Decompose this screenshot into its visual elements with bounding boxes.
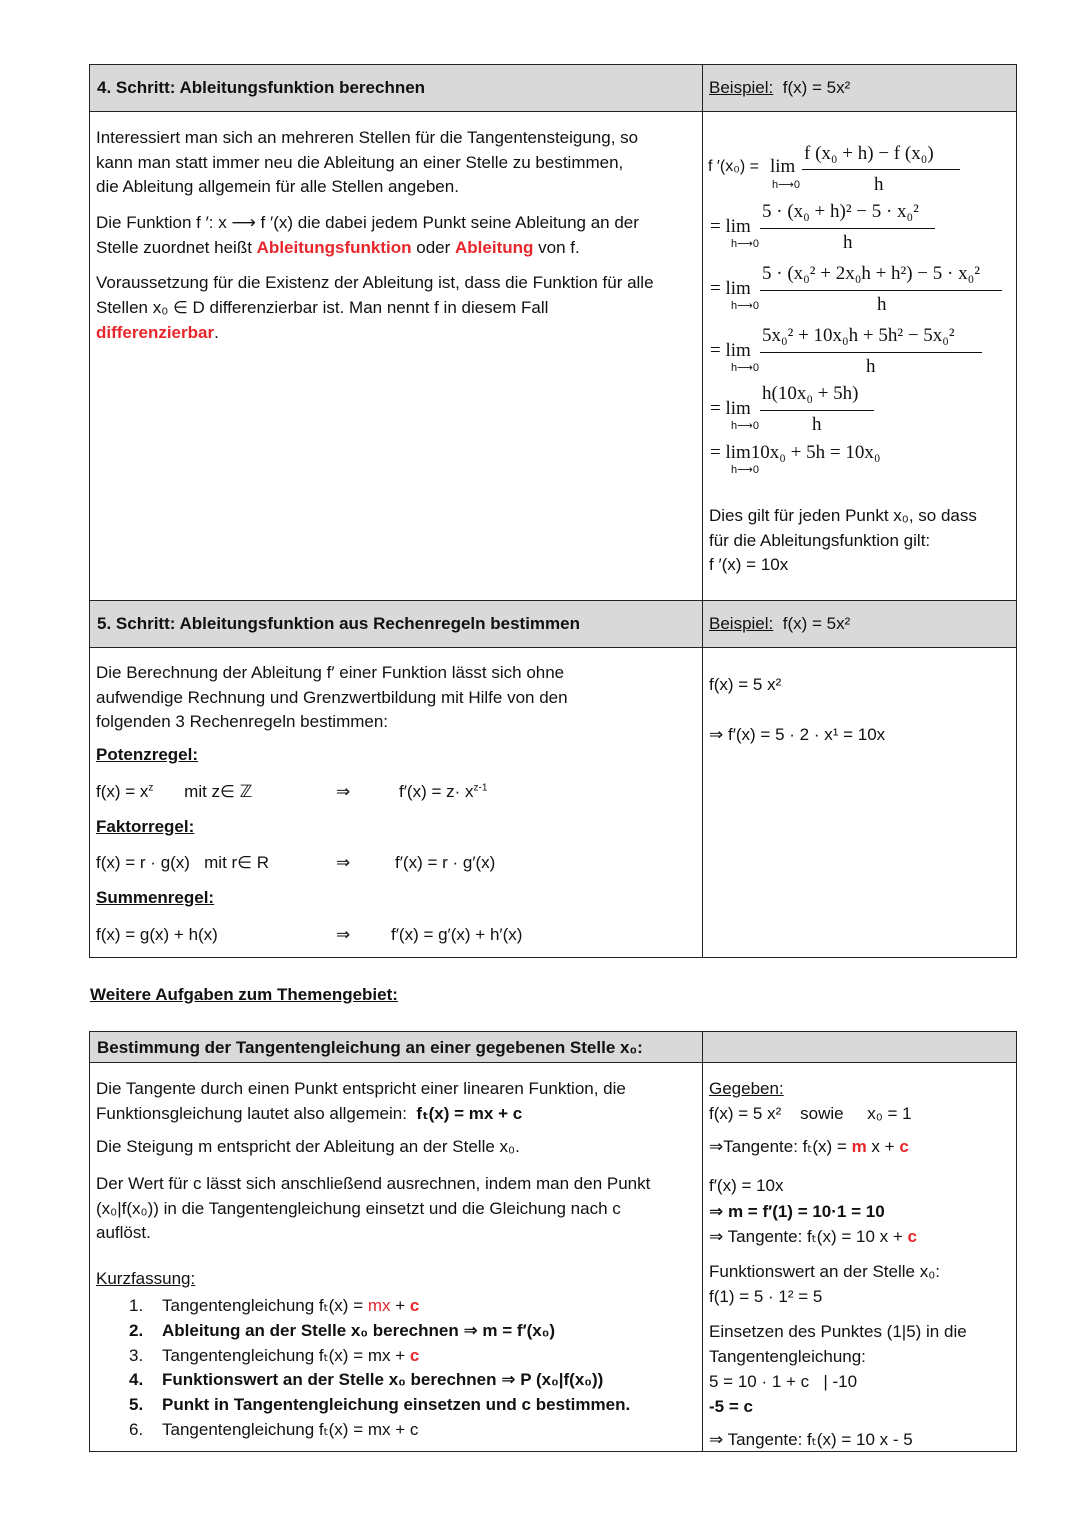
tangent-paragraph-1: Die Tangente durch einen Punkt entspricht einer linearen Funktion, die Funktionsgleichung lautet also allgemein: fₜ(x) = mx + c bbox=[96, 1079, 626, 1123]
section4-paragraph-2: Die Funktion f ′: x ⟶ f ′(x) die dabei jedem Punkt seine Ableitung an der Stelle zuordnet heißt Ableitungsfunktion oder Ableitung von f. bbox=[96, 213, 639, 257]
list-item: 5. Punkt in Tangentengleichung einsetzen und c bestimmen. bbox=[129, 1395, 631, 1415]
list-item: 3. Tangentengleichung fₜ(x) = mx + c bbox=[129, 1345, 420, 1365]
further-tasks-title: Weitere Aufgaben zum Themengebiet: bbox=[90, 985, 398, 1004]
tangent-title: Bestimmung der Tangentengleichung an einer gegebenen Stelle x₀: bbox=[97, 1038, 643, 1057]
list-item: 6. Tangentengleichung fₜ(x) = mx + c bbox=[129, 1419, 419, 1439]
section4-paragraph-3: Voraussetzung für die Existenz der Ableitung ist, dass die Funktion für alle Stellen x₀ ∈ D differenzierbar ist. Man nennt f in diesem Fall differenzierbar. bbox=[96, 273, 654, 342]
summenregel-left: f(x) = g(x) + h(x) bbox=[96, 925, 218, 944]
tangent-example-tangent: ⇒Tangente: fₜ(x) = m x + c bbox=[709, 1137, 909, 1156]
summenregel-title: Summenregel: bbox=[96, 888, 215, 907]
tangent-example-insert: Einsetzen des Punktes (1|5) in die Tangentengleichung: 5 = 10 · 1 + c | -10 -5 = c bbox=[709, 1322, 967, 1416]
section5-intro: Die Berechnung der Ableitung f′ einer Funktion lässt sich ohne aufwendige Rechnung und Grenzwertbildung mit Hilfe von den folgenden 3 Rechenregeln bestimmen: bbox=[96, 663, 568, 731]
section5-title: 5. Schritt: Ableitungsfunktion aus Rechenregeln bestimmen bbox=[97, 614, 580, 633]
summenregel-right: f′(x) = g′(x) + h′(x) bbox=[391, 925, 523, 944]
table-divider bbox=[702, 64, 703, 958]
list-item: 4. Funktionswert an der Stelle x₀ berechnen ⇒ P (x₀|f(x₀)) bbox=[129, 1370, 604, 1390]
faktorregel-right: f′(x) = r · g′(x) bbox=[395, 853, 496, 872]
faktorregel-title: Faktorregel: bbox=[96, 817, 195, 836]
potenzregel-title: Potenzregel: bbox=[96, 745, 199, 764]
faktorregel-arrow: ⇒ bbox=[336, 853, 351, 872]
kurzfassung-steps bbox=[129, 1294, 630, 1443]
summenregel-arrow: ⇒ bbox=[336, 925, 351, 944]
tangent-example-value: Funktionswert an der Stelle x₀: f(1) = 5 · 1² = 5 bbox=[709, 1262, 940, 1306]
term-ableitungsfunktion: Ableitungsfunktion bbox=[256, 238, 412, 257]
list-item: 2. Ableitung an der Stelle x₀ berechnen ⇒ m = f′(x₀) bbox=[129, 1320, 556, 1340]
section4-conclusion: Dies gilt für jeden Punkt x₀, so dass für die Ableitungsfunktion gilt: f ′(x) = 10x bbox=[709, 506, 977, 574]
tangent-paragraph-2: Die Steigung m entspricht der Ableitung an der Stelle x₀. bbox=[96, 1137, 520, 1156]
term-ableitung: Ableitung bbox=[455, 238, 534, 257]
kurzfassung-title: Kurzfassung: bbox=[96, 1269, 196, 1288]
potenzregel-right: $f'(x) = z\cdot x^{z-1}$ bbox=[399, 782, 488, 801]
section4-title: 4. Schritt: Ableitungsfunktion berechnen bbox=[97, 78, 426, 97]
tangent-example: Gegeben: f(x) = 5 x² sowie x₀ = 1 bbox=[709, 1079, 912, 1123]
section5-example: Beispiel: f(x) = 5x² bbox=[709, 614, 851, 633]
section5-example-line-1: f(x) = 5 x² bbox=[709, 675, 782, 694]
section5-example-line-2: ⇒ f′(x) = 5 · 2 · x¹ = 10x bbox=[709, 725, 886, 744]
faktorregel-left: f(x) = r · g(x) mit r∈ R bbox=[96, 853, 269, 872]
section4-example: Beispiel: f(x) = 5x² bbox=[709, 78, 851, 97]
section4-paragraph-1: Interessiert man sich an mehreren Stellen für die Tangentensteigung, so kann man statt immer neu die Ableitung an einer Stelle zu bestimmen, die Ableitung allgemein für alle Stellen angeben. bbox=[96, 128, 639, 196]
list-item: 1. Tangentengleichung fₜ(x) = mx + c bbox=[129, 1296, 420, 1315]
term-differenzierbar: differenzierbar bbox=[96, 323, 215, 342]
tangent-example-slope: f′(x) = 10x ⇒ m = f′(1) = 10·1 = 10 ⇒ Tangente: fₜ(x) = 10 x + c bbox=[709, 1176, 917, 1246]
tangent-example-result: ⇒ Tangente: fₜ(x) = 10 x - 5 bbox=[709, 1430, 913, 1449]
tangent-paragraph-3: Der Wert für c lässt sich anschließend ausrechnen, indem man den Punkt (x₀|f(x₀)) in die Tangentengleichung einsetzt und die Gleichung nach c auflöst. bbox=[96, 1174, 651, 1242]
potenzregel-left: $f(x) = x^z$ mit z∈ ℤ bbox=[96, 782, 253, 801]
potenzregel-arrow: ⇒ bbox=[336, 782, 351, 801]
